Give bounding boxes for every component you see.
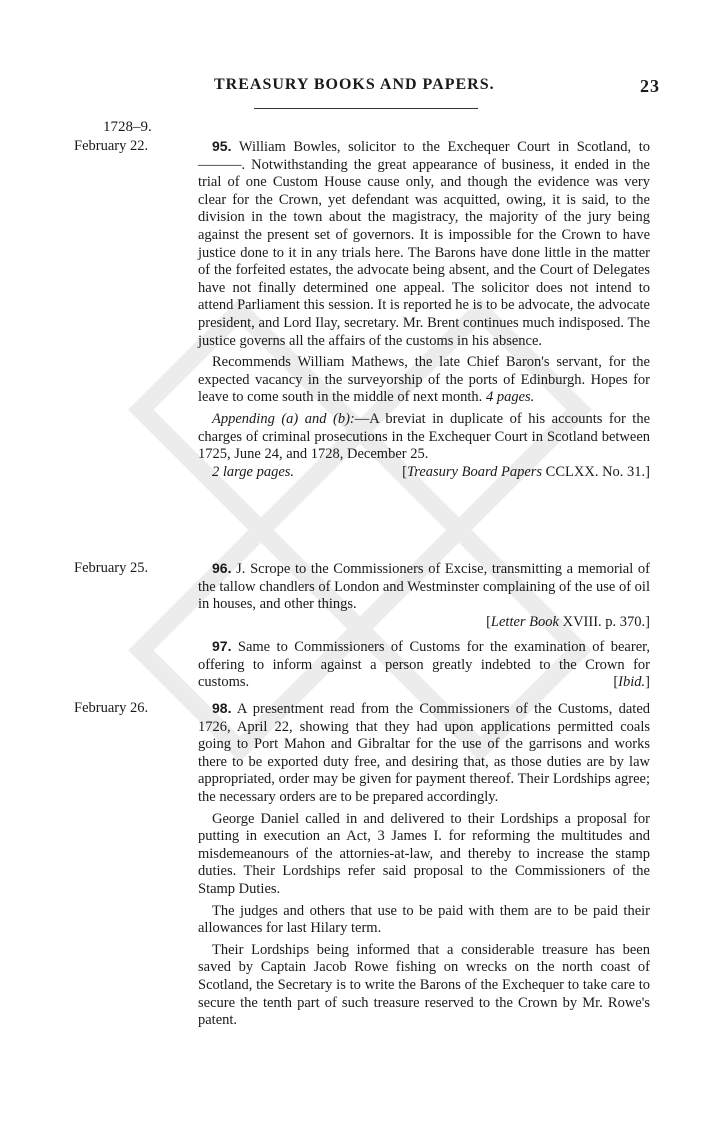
entry-text: A presentment read from the Commissioners of the Customs, dated 1726, April 22, showing that they had upon applications permitted coals going to Port Mahon and Gibraltar for the use of the garrisons and works there to be exported duty free, and desiring that, as those duties are by law appropriated, order may be given for payment thereof. Their Lordships agree; the necessary orders are to be prepared accordingly. bbox=[198, 701, 651, 805]
entry-date: February 25. bbox=[74, 560, 149, 576]
source-reference: [Ibid.] bbox=[613, 674, 650, 691]
entry-paragraph: Their Lordships being informed that a considerable treasure has been saved by Captain Jacob Rowe fishing on wrecks on the north coast of Scotland, the Secretary is to write the Barons of the Exchequer to take care to secure the tenth part of such treasure reserved to the Crown by Mr. Rowe's patent. bbox=[198, 941, 650, 1029]
entry-paragraph bbox=[198, 138, 650, 350]
entry-paragraph: The judges and others that use to be paid with them are to be paid their allowances for last Hilary term. bbox=[198, 902, 650, 937]
source-reference: [Letter Book XVIII. p. 370.] bbox=[486, 613, 650, 630]
entry-number: 98. bbox=[212, 700, 232, 716]
entry-body bbox=[198, 560, 650, 635]
running-title: TREASURY BOOKS AND PAPERS. bbox=[214, 76, 495, 93]
header-rule bbox=[254, 108, 478, 109]
page-count: 4 pages. bbox=[485, 389, 535, 406]
entry-date: February 22. bbox=[74, 138, 149, 154]
entry-text: J. Scrope to the Commissioners of Excise, transmitting a memorial of the tallow chandlers of London and Westminster complaining of the use of oil in houses, and other things. bbox=[198, 561, 651, 613]
page-count: 2 large pages. bbox=[212, 463, 295, 480]
entry-body bbox=[198, 138, 650, 485]
page-number: 23 bbox=[640, 76, 660, 96]
entry-text: —A breviat in duplicate of his accounts for the charges of criminal prosecutions in the Exchequer Court in Scotland between 1725, June 24, and 1728, December 25. bbox=[198, 410, 651, 463]
entry-paragraph bbox=[198, 354, 650, 407]
entry-number: 95. bbox=[212, 138, 232, 154]
entry-number: 97. bbox=[212, 638, 232, 654]
page-header bbox=[200, 76, 660, 106]
entry-paragraph bbox=[198, 700, 650, 807]
entry-paragraph bbox=[198, 638, 650, 692]
entry-paragraph bbox=[198, 560, 650, 631]
entry-text: Same to Commissioners of Customs for the examination of bearer, offering to inform against a person greatly indebted to the Crown for customs. bbox=[198, 639, 650, 691]
entry-paragraph bbox=[198, 411, 650, 481]
entry-text: Recommends William Mathews, the late Chief Baron's servant, for the expected vacancy in the surveyorship of the ports of Edinburgh. Hopes for leave to come south in the middle of next month. bbox=[198, 354, 650, 406]
entry-body bbox=[198, 700, 650, 1034]
appending-label: Appending (a) and (b): bbox=[212, 410, 355, 427]
entry-body bbox=[198, 638, 650, 696]
year-heading: 1728–9. bbox=[103, 119, 152, 135]
entry-number: 96. bbox=[212, 560, 232, 576]
entry-date: February 26. bbox=[74, 700, 149, 716]
entry-text: William Bowles, solicitor to the Exchequer Court in Scotland, to ———. Notwithstanding the great appearance of business, it ended in the trial of one Custom House cause only, and though the evidence was very clear for the Crown, yet defendant was acquitted, owing, it is said, to the division in the town about the magistracy, the majority of the jury being against the present set of governors. It is impossible for the Crown to have justice done to it in any trials here. The Barons have done little in the matter of the forfeited estates, the advocate being absent, and the Court of Delegates have not finally determined one appeal. The solicitor does not intend to attend Parliament this session. It is reported he is to be advocate, the advocate president, and Lord Ilay, secretary. Mr. Brent continues much indisposed. The justice governs all the affairs of the customs in his absence. bbox=[198, 139, 650, 349]
entry-paragraph: George Daniel called in and delivered to their Lordships a proposal for putting in execution an Act, 3 James I. for reforming the multitudes and misdemeanours of the attornies-at-law, and thereby to increase the stamp duties. Their Lordships refer said proposal to the Commissioners of the Stamp Duties. bbox=[198, 810, 650, 897]
source-reference: [Treasury Board Papers CCLXX. No. 31.] bbox=[402, 463, 650, 480]
